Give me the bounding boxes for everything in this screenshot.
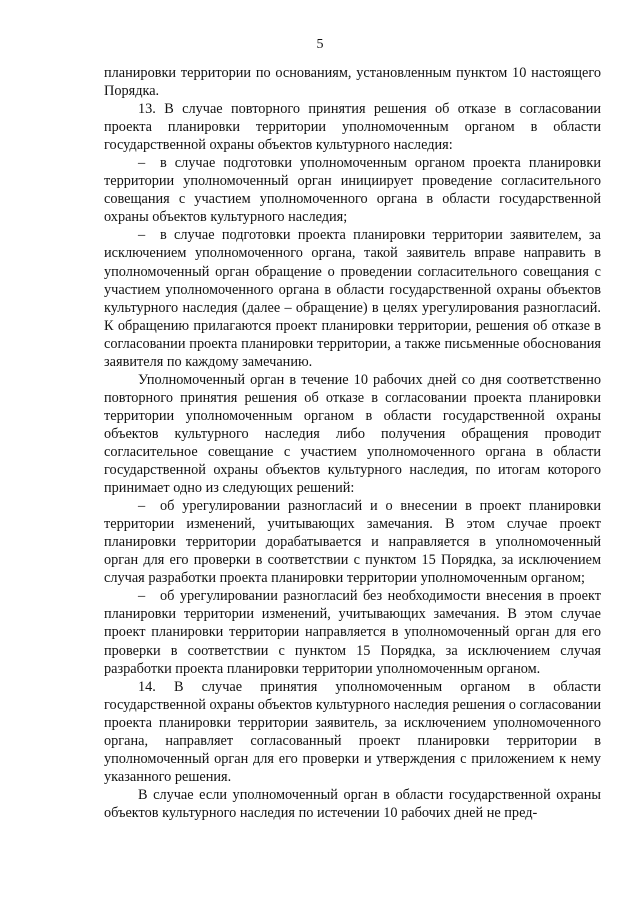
- document-body: [104, 64, 601, 822]
- paragraph-text: в случае подготовки проекта планировки территории заявителем, за исключением уполномоченного органа, такой заявитель вправе направить в уполномоченный орган обращение о проведении согласительного совещания с участием уполномоченного органа в области государственной охраны объектов культурного наследия (далее – обращение) в целях урегулирования разногласий. К обращению прилагаются проект планировки территории, решения об отказе в согласовании проекта планировки территории, а также письменные обоснования заявителя по каждому замечанию.: [104, 227, 601, 370]
- list-item-dash: [104, 497, 601, 587]
- dash-marker: –: [138, 588, 146, 605]
- list-item-dash: [104, 154, 601, 226]
- paragraph-text: 14. В случае принятия уполномоченным органом в области государственной охраны объектов культурного наследия решения о согласовании проекта планировки территории заявитель, за исключением уполномоченного органа, направляет согласованный проект планировки территории в уполномоченный орган для его проверки и утверждения с приложением к нему указанного решения.: [104, 678, 601, 785]
- paragraph-text: в случае подготовки уполномоченным органом проекта планировки территории уполномоченный орган инициирует проведение согласительного совещания с участием уполномоченного органа в области государственной охраны объектов культурного наследия;: [104, 155, 601, 226]
- paragraph: [104, 786, 601, 822]
- page-number: 5: [316, 37, 324, 52]
- dash-marker: –: [138, 155, 146, 172]
- paragraph-text: об урегулировании разногласий и о внесении в проект планировки территории изменений, учитывающих замечания. В этом случае проект планировки территории дорабатывается и направляется в уполномоченный орган для его проверки в соответствии с пунктом 15 Порядка, за исключением случая разработки проекта планировки территории уполномоченным органом;: [104, 498, 601, 587]
- paragraph-text: Уполномоченный орган в течение 10 рабочих дней со дня соответственно повторного принятия решения об отказе в согласовании проекта планировки территории уполномоченным органом в области государственной охраны объектов культурного наследия либо получения обращения проводит согласительное совещание с участием уполномоченного органа в области государственной охраны объектов культурного наследия, по итогам которого принимает одно из следующих решений:: [104, 371, 601, 497]
- paragraph-text: В случае если уполномоченный орган в области государственной охраны объектов культурного наследия по истечении 10 рабочих дней не пред-: [104, 786, 601, 821]
- dash-marker: –: [138, 498, 146, 515]
- paragraph-text: планировки территории по основаниям, установленным пунктом 10 настоящего Порядка.: [104, 65, 601, 100]
- paragraph-text: об урегулировании разногласий без необходимости внесения в проект планировки территории изменений, учитывающих замечания. В этом случае проект планировки территории направляется в уполномоченный орган для его проверки в соответствии с пунктом 15 Порядка, за исключением случая разработки проекта планировки территории уполномоченным органом.: [104, 588, 601, 677]
- paragraph-text: 13. В случае повторного принятия решения об отказе в согласовании проекта планировки территории уполномоченным органом в области государственной охраны объектов культурного наследия:: [104, 101, 601, 154]
- paragraph-item-14: [104, 678, 601, 786]
- list-item-dash: [104, 587, 601, 677]
- paragraph: [104, 371, 601, 497]
- list-item-dash: [104, 226, 601, 370]
- dash-marker: –: [138, 227, 146, 244]
- paragraph-continuation: [104, 64, 601, 100]
- paragraph-item-13: [104, 100, 601, 154]
